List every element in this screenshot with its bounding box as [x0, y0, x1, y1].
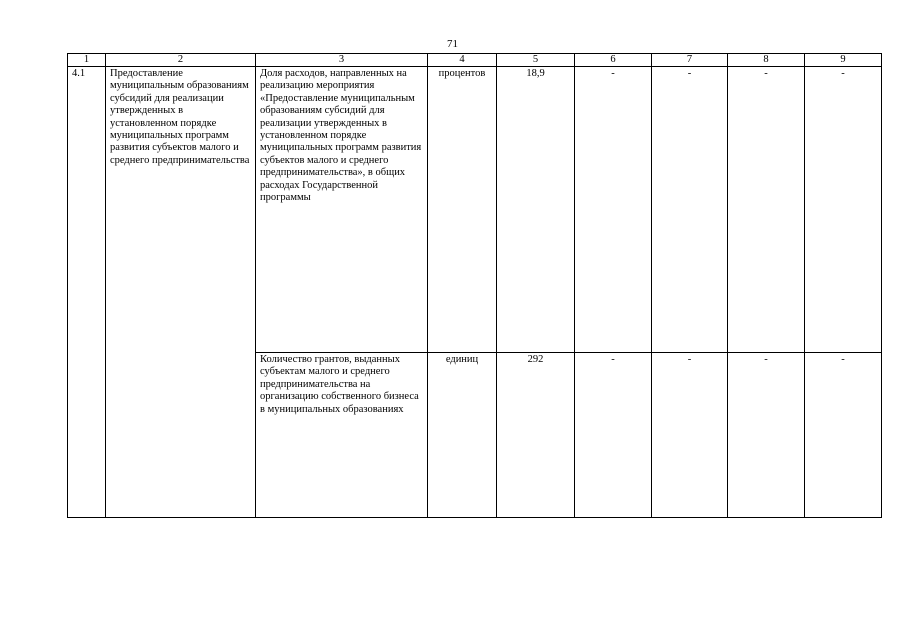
header-row	[68, 54, 882, 67]
indicator-unit: процентов	[428, 67, 497, 353]
column-header: 9	[805, 54, 882, 67]
measure-name: Предоставление муниципальным образованиям субсидий для реализации утвержденных в установленном порядке муниципальных программ развития субъектов малого и среднего предпринимательства	[106, 67, 256, 518]
indicator-col7: -	[652, 67, 728, 353]
column-header: 1	[68, 54, 106, 67]
indicators-table	[67, 53, 882, 518]
indicator-col6: -	[575, 67, 652, 353]
indicator-col8: -	[728, 67, 805, 353]
indicator-unit: единиц	[428, 353, 497, 518]
indicator-value: 292	[497, 353, 575, 518]
indicator-value: 18,9	[497, 67, 575, 353]
column-header: 3	[256, 54, 428, 67]
indicator-col6: -	[575, 353, 652, 518]
column-header: 4	[428, 54, 497, 67]
row-number: 4.1	[68, 67, 106, 518]
column-header: 7	[652, 54, 728, 67]
indicator-col9: -	[805, 67, 882, 353]
indicator-col7: -	[652, 353, 728, 518]
column-header: 6	[575, 54, 652, 67]
indicator-col8: -	[728, 353, 805, 518]
column-header: 8	[728, 54, 805, 67]
page-number: 71	[447, 38, 458, 50]
column-header: 5	[497, 54, 575, 67]
indicator-col9: -	[805, 353, 882, 518]
indicator-name: Количество грантов, выданных субъектам малого и среднего предпринимательства на организацию собственного бизнеса в муниципальных образованиях	[256, 353, 428, 518]
table-row	[68, 67, 882, 353]
indicator-name: Доля расходов, направленных на реализацию мероприятия «Предоставление муниципальным образованиям субсидий для реализации утвержденных в установленном порядке муниципальных программ развития субъектов малого и среднего предпринимательства», в общих расходах Государственной программы	[256, 67, 428, 353]
column-header: 2	[106, 54, 256, 67]
